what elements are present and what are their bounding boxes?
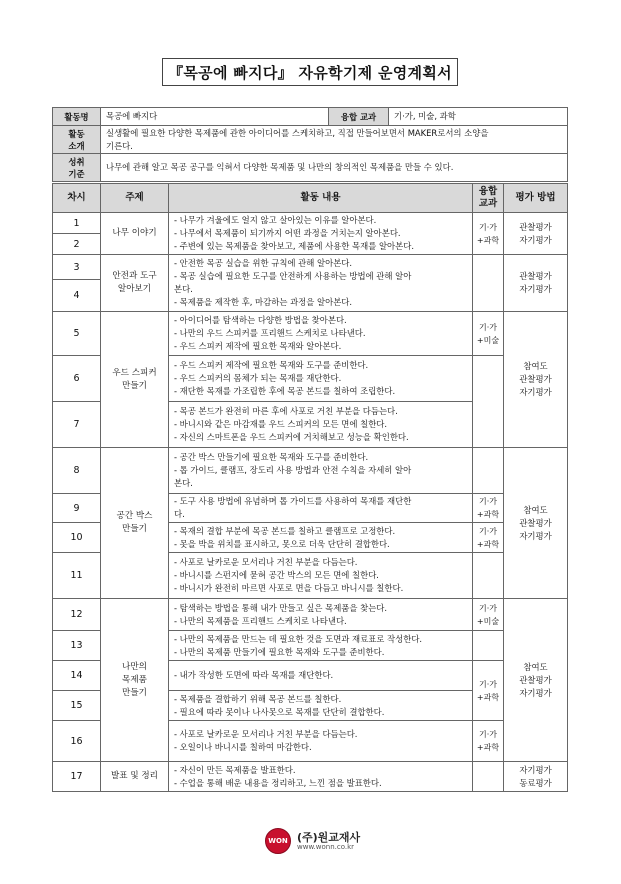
info-table xyxy=(52,107,568,182)
content-cell xyxy=(169,762,473,792)
evaluation-cell xyxy=(504,762,568,792)
session-number: 9 xyxy=(53,494,101,523)
topic-cell xyxy=(101,599,169,762)
content-line: - 수업을 통해 배운 내용을 정리하고, 느낀 점을 발표한다. xyxy=(174,777,382,788)
content-line: - 공간 박스 만들기에 필요한 목재와 도구를 준비한다. xyxy=(174,452,369,462)
evaluation-cell xyxy=(504,448,568,599)
content-cell xyxy=(169,494,473,523)
content-line: - 탐색하는 방법을 통해 내가 만들고 싶은 목제품을 찾는다. xyxy=(174,602,388,613)
session-number: 12 xyxy=(53,599,101,631)
content-cell xyxy=(169,661,473,691)
curriculum-cell-empty xyxy=(473,448,504,494)
header-curriculum-line: 융합 xyxy=(478,186,498,197)
topic-line: 만들기 xyxy=(122,380,147,391)
topic-line: 만들기 xyxy=(122,687,147,698)
evaluation-line: 자기평가 xyxy=(519,387,552,397)
evaluation-line: 참여도 xyxy=(523,661,548,672)
publisher-logo-icon xyxy=(265,828,291,854)
curriculum-cell xyxy=(473,523,504,553)
curriculum-line: 기·가 xyxy=(479,526,497,536)
intro-line: 실생활에 필요한 다양한 목제품에 관한 아이디어를 스케치하고, 직접 만들어보면서 MAKER로서의 소양을 xyxy=(106,127,489,138)
session-number: 11 xyxy=(53,553,101,599)
content-line: - 나무에서 목제품이 되기까지 어떤 과정을 거치는지 알아본다. xyxy=(174,228,401,238)
evaluation-line: 자기평가 xyxy=(519,530,552,541)
evaluation-line: 관찰평가 xyxy=(519,271,552,281)
curriculum-cell-empty xyxy=(473,631,504,661)
content-line: 본다. xyxy=(174,478,193,488)
topic-line: 목제품 xyxy=(122,674,147,685)
evaluation-cell xyxy=(504,255,568,312)
evaluation-line: 자기평가 xyxy=(519,764,552,775)
curriculum-line: 기·가 xyxy=(479,679,497,689)
content-line: - 자신의 스마트폰을 우드 스피커에 거치해보고 성능을 확인한다. xyxy=(174,432,409,442)
topic-line: 공간 박스 xyxy=(116,511,153,521)
content-line: - 바니시가 완전히 마르면 사포로 면을 다듬고 바니시를 칠한다. xyxy=(174,583,404,593)
activity-name-value: 목공에 빠지다 xyxy=(101,108,329,126)
header-content: 활동 내용 xyxy=(169,184,473,213)
session-number: 2 xyxy=(53,234,101,255)
document-title-box xyxy=(162,58,458,86)
evaluation-cell xyxy=(504,213,568,255)
curriculum-line: 기·가 xyxy=(479,730,497,739)
session-number: 10 xyxy=(53,523,101,553)
session-number: 5 xyxy=(53,312,101,356)
session-number: 4 xyxy=(53,280,101,312)
content-line: - 도구 사용 방법에 유념하며 톱 가이드를 사용하여 목재를 재단한 xyxy=(174,496,412,506)
publisher-logo-text: WON xyxy=(268,837,288,845)
content-cell xyxy=(169,356,473,402)
goal-value: 나무에 관해 알고 목공 공구를 익혀서 다양한 목제품 및 나만의 창의적인 목제품을 만들 수 있다. xyxy=(101,154,568,182)
content-line: - 목제품을 결합하기 위해 목공 본드를 칠한다. xyxy=(174,693,342,704)
header-evaluation: 평가 방법 xyxy=(504,184,568,213)
curriculum-line: +과학 xyxy=(476,692,500,702)
content-cell xyxy=(169,721,473,762)
curriculum-cell xyxy=(473,661,504,721)
content-line: - 나만의 목제품을 만드는 데 필요한 것을 도면과 재료표로 작성한다. xyxy=(174,633,423,644)
content-cell xyxy=(169,553,473,599)
header-topic: 주제 xyxy=(101,184,169,213)
topic-cell: 나무 이야기 xyxy=(101,213,169,255)
content-line: - 바니시와 같은 마감재를 우드 스피커의 모든 면에 칠한다. xyxy=(174,419,388,429)
session-number: 14 xyxy=(53,661,101,691)
evaluation-line: 관찰평가 xyxy=(519,374,552,384)
goal-label-line: 기준 xyxy=(68,168,85,179)
content-line: - 목공 본드가 완전히 마른 후에 사포로 거친 부분을 다듬는다. xyxy=(174,406,398,416)
goal-label-line: 성취 xyxy=(68,156,85,167)
curriculum-line: +미술 xyxy=(476,616,500,626)
content-line: - 아이디어를 탐색하는 다양한 방법을 찾아본다. xyxy=(174,315,347,325)
content-cell xyxy=(169,255,473,312)
topic-line: 나만의 xyxy=(122,661,147,672)
curriculum-line: +과학 xyxy=(476,510,500,519)
evaluation-cell xyxy=(504,312,568,448)
content-line: - 나만의 목제품을 프리핸드 스케치로 나타낸다. xyxy=(174,615,347,626)
session-number: 1 xyxy=(53,213,101,234)
content-line: - 내가 작성한 도면에 따라 목재를 재단한다. xyxy=(174,670,334,680)
curriculum-cell xyxy=(473,312,504,356)
schedule-table xyxy=(52,183,568,792)
content-line: 본다. xyxy=(174,284,193,294)
content-line: - 사포로 날카로운 모서리나 거친 부분을 다듬는다. xyxy=(174,729,358,739)
curriculum-line: +미술 xyxy=(476,335,500,345)
curriculum-cell xyxy=(473,599,504,631)
content-cell xyxy=(169,402,473,448)
header-curriculum-line: 교과 xyxy=(478,198,498,209)
session-number: 17 xyxy=(53,762,101,792)
evaluation-line: 참여도 xyxy=(523,361,548,371)
curriculum-cell-empty xyxy=(473,356,504,448)
subject-value: 기·가, 미술, 과학 xyxy=(389,108,568,126)
publisher-name: (주)원교재사 xyxy=(297,831,361,844)
evaluation-line: 참여도 xyxy=(523,504,548,515)
content-cell xyxy=(169,631,473,661)
content-line: - 나무가 겨울에도 얼지 않고 살아있는 이유를 알아본다. xyxy=(174,215,377,225)
curriculum-line: +과학 xyxy=(476,235,500,245)
topic-cell xyxy=(101,448,169,599)
content-line: - 필요에 따라 못이나 나사못으로 목재를 단단히 결합한다. xyxy=(174,706,385,717)
topic-line: 우드 스피커 xyxy=(112,367,157,378)
header-curriculum xyxy=(473,184,504,213)
curriculum-cell xyxy=(473,721,504,762)
curriculum-line: 기·가 xyxy=(479,322,497,332)
intro-label-line: 활동 xyxy=(68,128,85,139)
publisher-footer xyxy=(255,826,375,854)
session-number: 13 xyxy=(53,631,101,661)
session-number: 7 xyxy=(53,402,101,448)
content-line: - 오일이나 바니시를 칠하여 마감한다. xyxy=(174,742,312,752)
content-line: - 주변에 있는 목제품을 찾아보고, 제품에 사용한 목재를 알아본다. xyxy=(174,241,414,251)
curriculum-line: +과학 xyxy=(476,539,500,549)
evaluation-line: 관찰평가 xyxy=(519,517,552,528)
content-cell xyxy=(169,691,473,721)
session-number: 6 xyxy=(53,356,101,402)
content-line: - 톱 가이드, 클램프, 장도리 사용 방법과 안전 수칙을 자세히 알아 xyxy=(174,465,412,475)
intro-line: 기른다. xyxy=(106,140,133,151)
content-cell xyxy=(169,213,473,255)
session-number: 8 xyxy=(53,448,101,494)
content-line: - 우드 스피커 제작에 필요한 목재와 도구를 준비한다. xyxy=(174,360,369,370)
content-cell xyxy=(169,448,473,494)
publisher-url: www.wonn.co.kr xyxy=(297,843,355,851)
evaluation-line: 동료평가 xyxy=(519,777,552,788)
topic-line: 만들기 xyxy=(122,524,147,534)
evaluation-cell xyxy=(504,599,568,762)
content-line: - 나만의 우드 스피커를 프리핸드 스케치로 나타낸다. xyxy=(174,328,366,338)
subject-label: 융합 교과 xyxy=(329,108,389,126)
curriculum-cell xyxy=(473,494,504,523)
evaluation-line: 자기평가 xyxy=(519,234,552,245)
content-line: - 자신이 만든 목제품을 발표한다. xyxy=(174,764,296,775)
curriculum-line: +과학 xyxy=(476,743,500,752)
evaluation-line: 관찰평가 xyxy=(519,221,552,232)
curriculum-line: 기·가 xyxy=(479,497,497,506)
topic-line: 안전과 도구 xyxy=(112,271,157,281)
content-line: - 목공 실습에 필요한 도구를 안전하게 사용하는 방법에 관해 알아 xyxy=(174,271,412,281)
content-cell xyxy=(169,523,473,553)
content-line: - 나만의 목제품 만들기에 필요한 목재와 도구를 준비한다. xyxy=(174,646,385,657)
topic-cell xyxy=(101,312,169,448)
session-number: 16 xyxy=(53,721,101,762)
intro-value xyxy=(101,126,568,154)
intro-label-line: 소개 xyxy=(68,140,85,151)
content-line: 다. xyxy=(174,509,185,519)
curriculum-cell-empty xyxy=(473,762,504,792)
document-title: 『목공에 빠지다』 자유학기제 운영계획서 xyxy=(168,63,452,82)
evaluation-line: 자기평가 xyxy=(519,284,552,294)
activity-name-label: 활동명 xyxy=(53,108,101,126)
content-cell xyxy=(169,599,473,631)
content-line: - 사포로 날카로운 모서리나 거친 부분을 다듬는다. xyxy=(174,557,358,567)
content-line: - 바니시를 스펀지에 묻혀 공간 박스의 모든 면에 칠한다. xyxy=(174,570,379,580)
content-line: - 못을 박을 위치를 표시하고, 못으로 더욱 단단히 결합한다. xyxy=(174,538,390,549)
topic-cell: 발표 및 정리 xyxy=(101,762,169,792)
topic-cell xyxy=(101,255,169,312)
goal-label xyxy=(53,154,101,182)
topic-line: 알아보기 xyxy=(117,284,152,294)
content-line: - 우드 스피커의 몸체가 되는 목재를 재단한다. xyxy=(174,373,342,383)
content-line: - 재단한 목재를 가조립한 후에 목공 본드를 칠하여 조립한다. xyxy=(174,386,396,396)
evaluation-line: 관찰평가 xyxy=(519,674,552,685)
session-number: 15 xyxy=(53,691,101,721)
content-line: - 목재의 결합 부분에 목공 본드를 칠하고 클램프로 고정한다. xyxy=(174,525,396,536)
content-line: - 목제품을 제작한 후, 마감하는 과정을 알아본다. xyxy=(174,297,353,307)
curriculum-cell xyxy=(473,213,504,255)
curriculum-line: 기·가 xyxy=(479,222,497,232)
header-session: 차시 xyxy=(53,184,101,213)
curriculum-line: 기·가 xyxy=(479,603,497,613)
content-cell xyxy=(169,312,473,356)
curriculum-cell-empty xyxy=(473,553,504,599)
evaluation-line: 자기평가 xyxy=(519,687,552,698)
curriculum-cell-empty xyxy=(473,255,504,312)
content-line: - 안전한 목공 실습을 위한 규칙에 관해 알아본다. xyxy=(174,258,353,268)
content-line: - 우드 스피커 제작에 필요한 목재와 알아본다. xyxy=(174,341,342,351)
session-number: 3 xyxy=(53,255,101,280)
intro-label xyxy=(53,126,101,154)
